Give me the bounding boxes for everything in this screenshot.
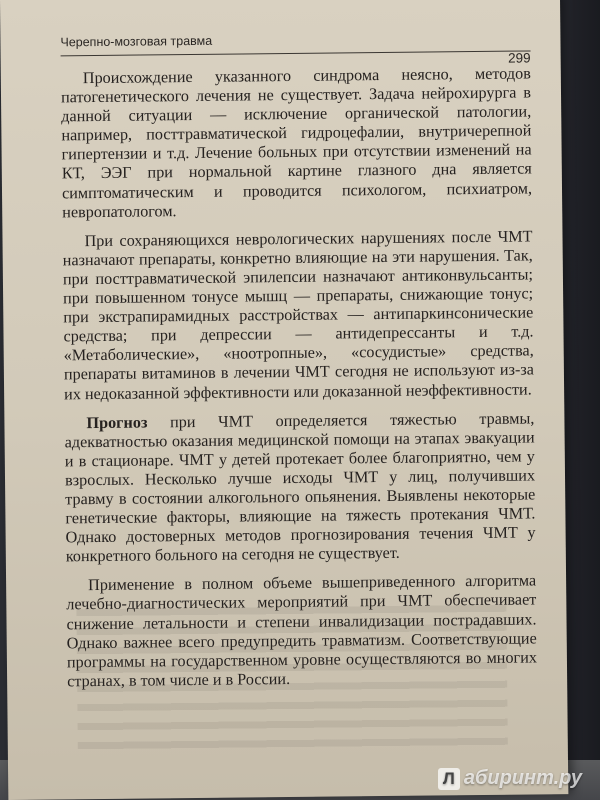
paragraph-lead: Прогноз bbox=[86, 413, 148, 432]
paragraph bbox=[64, 409, 536, 567]
page-number: 299 bbox=[508, 50, 531, 66]
running-head: Черепно-мозговая травма bbox=[60, 33, 213, 50]
watermark bbox=[438, 767, 582, 790]
watermark-text: абиринт.ру bbox=[463, 767, 582, 789]
paragraph bbox=[62, 227, 534, 404]
labirint-logo-icon: Л bbox=[438, 768, 460, 790]
paragraph-text: при ЧМТ определяется тяжестью травмы, адекватностью оказания медицинской помощи на этапах эвакуации и в стационаре. ЧМТ у детей протекает более благоприятно, чем у взрослых. Несколько лучше исходы ЧМТ у лиц, получивших травму в состоянии алкогольного опьянения. Выявлены некоторые генетические факторы, влияющие на тяжесть протекания ЧМТ. Однако достоверных методов прогнозирования течения ЧМТ у конкретного больного на сегодня не существует. bbox=[64, 409, 536, 566]
paragraph-text: Применение в полном объеме вышеприведенного алгоритма лечебно-диагностических мероприятий при ЧМТ обеспечивает снижение летальности и степени инвалидизации пострадавших. Однако важнее всего предупредить травматизм. Соответствующие программы на государственном уровне осуществляются во многих странах, в том числе и в России. bbox=[66, 571, 538, 691]
show-through-text bbox=[76, 605, 508, 759]
paragraph bbox=[61, 64, 533, 222]
paragraph-text: При сохраняющихся неврологических нарушениях после ЧМТ назначают препараты, конкретно влияющие на эти нарушения. Так, при посттравматической эпилепсии назначают антиконвульсанты; при повышенном тонусе мышц — препараты, снижающие тонус; при экстрапирамидных расстройствах — антипаркинсонические средства; при депрессии — антидепрессанты и т.д. «Метаболические», «ноотропные», «сосудистые» средства, препараты витаминов в лечении ЧМТ сегодня не используют из-за их недоказанной эффективности или доказанной неэффективности. bbox=[62, 227, 534, 403]
page-header bbox=[60, 28, 531, 66]
paragraph-text: Происхождение указанного синдрома неясно, методов патогенетического лечения не существует. Задача нейрохирурга в данной ситуации — исключение органической патологии, например, посттравматической гидроцефалии, внутричерепной гипертензии и т.д. Лечение больных при отсутствии изменений на КТ, ЭЭГ при нормальной картине глазного дна является симптоматическим и проводится психологом, психиатром, невропатологом. bbox=[60, 64, 533, 222]
